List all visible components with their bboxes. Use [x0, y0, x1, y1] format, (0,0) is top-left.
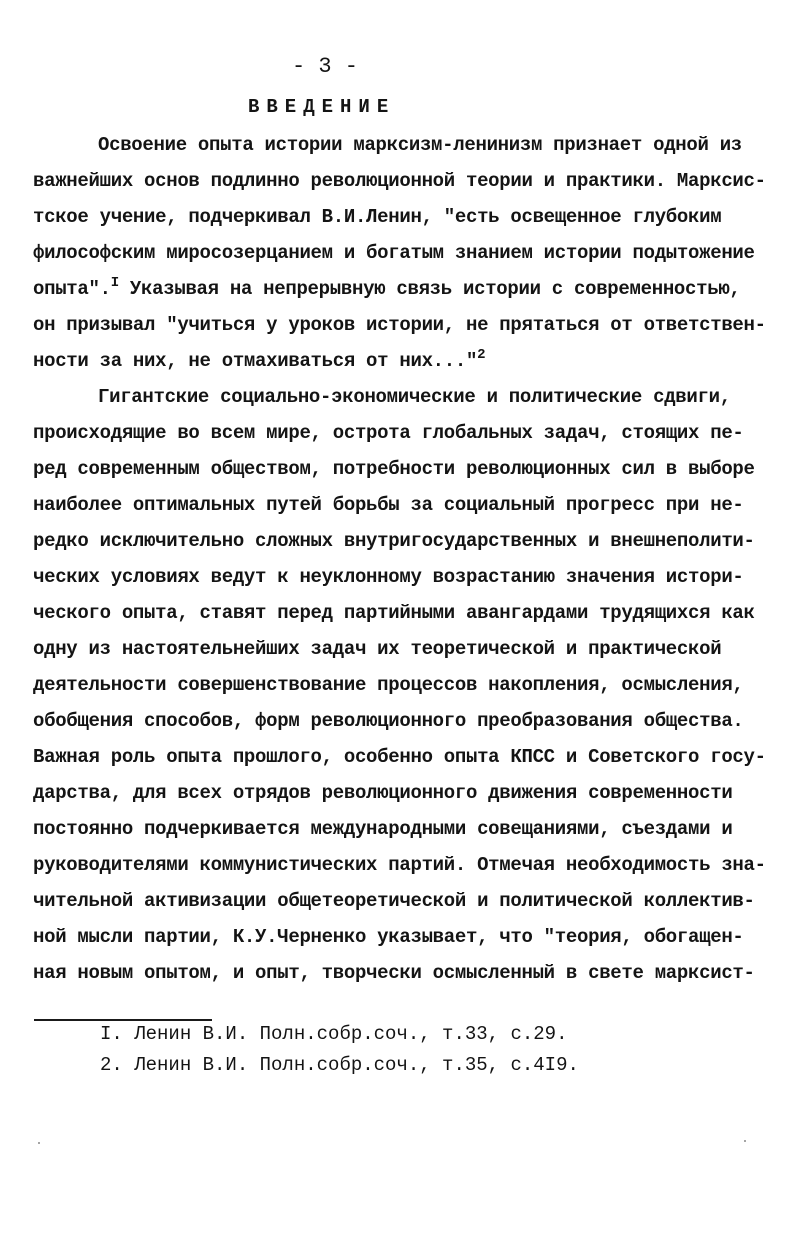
text-line: ред современным обществом, потребности революционных сил в выборе	[33, 458, 755, 480]
text-line: наиболее оптимальных путей борьбы за социальный прогресс при не-	[33, 494, 744, 516]
text-line: ной мысли партии, К.У.Черненко указывает, что "теория, обогащен-	[33, 926, 744, 948]
text-line: ная новым опытом, и опыт, творчески осмысленный в свете марксист-	[33, 962, 755, 984]
text-line: Гигантские социально-экономические и политические сдвиги,	[98, 386, 731, 408]
text-fragment: Указывая на непрерывную связь истории с современностью,	[118, 278, 741, 300]
scan-speck	[744, 1140, 746, 1142]
text-line: он призывал "учиться у уроков истории, не прятаться от ответствен-	[33, 314, 766, 336]
text-line: ческого опыта, ставят перед партийными авангардами трудящихся как	[33, 602, 755, 624]
footnote-ref-1: I	[110, 275, 119, 291]
text-line: философским миросозерцанием и богатым знанием истории подытожение	[33, 242, 755, 264]
text-line: Важная роль опыта прошлого, особенно опыта КПСС и Советского госу-	[33, 746, 766, 768]
text-line: обобщения способов, форм революционного преобразования общества.	[33, 710, 744, 732]
text-fragment: ности за них, не отмахиваться от них..."	[33, 350, 478, 372]
page-heading: ВВЕДЕНИЕ	[248, 96, 396, 118]
page-number: - 3 -	[292, 54, 359, 79]
scan-speck	[38, 1142, 40, 1144]
footnote-2: 2. Ленин В.И. Полн.собр.соч., т.35, с.4I9.	[100, 1054, 579, 1076]
text-line: ческих условиях ведут к неуклонному возрастанию значения истори-	[33, 566, 744, 588]
text-line	[33, 348, 485, 374]
text-line	[33, 276, 741, 302]
text-line: чительной активизации общетеоретической и политической коллектив-	[33, 890, 755, 912]
footnote-ref-2: 2	[477, 347, 486, 363]
text-line: тское учение, подчеркивал В.И.Ленин, "есть освещенное глубоким	[33, 206, 722, 228]
text-line: происходящие во всем мире, острота глобальных задач, стоящих пе-	[33, 422, 744, 444]
footnote-1: I. Ленин В.И. Полн.собр.соч., т.33, с.29.	[100, 1023, 568, 1045]
text-line: одну из настоятельнейших задач их теоретической и практической	[33, 638, 722, 660]
text-line: деятельности совершенствование процессов накопления, осмысления,	[33, 674, 744, 696]
text-line: Освоение опыта истории марксизм-ленинизм признает одной из	[98, 134, 742, 156]
text-line: руководителями коммунистических партий. Отмечая необходимость зна-	[33, 854, 766, 876]
text-line: важнейших основ подлинно революционной теории и практики. Марксис-	[33, 170, 766, 192]
text-line: постоянно подчеркивается международными совещаниями, съездами и	[33, 818, 733, 840]
text-line: редко исключительно сложных внутригосударственных и внешнеполити-	[33, 530, 755, 552]
text-line: дарства, для всех отрядов революционного движения современности	[33, 782, 733, 804]
text-fragment: опыта".	[33, 278, 111, 300]
